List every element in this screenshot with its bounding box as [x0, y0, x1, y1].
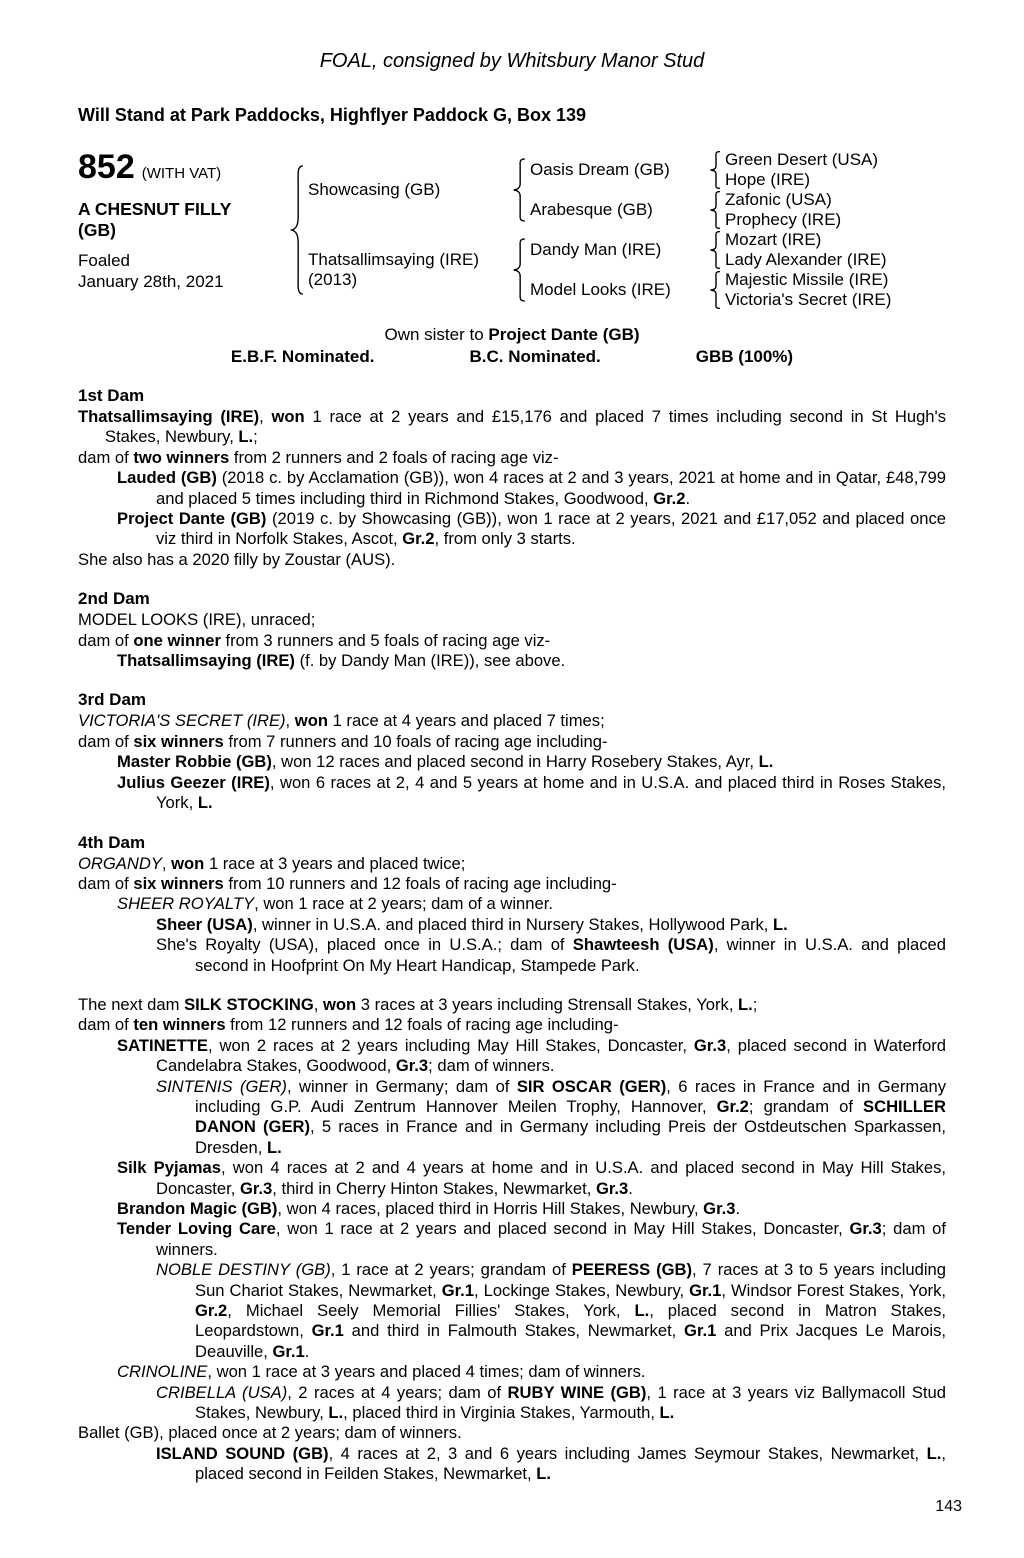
text-segment: The next dam: [78, 994, 185, 1014]
pedigree-paragraph: [78, 1158, 946, 1199]
great-grandparent-name: Prophecy (IRE): [725, 210, 842, 229]
text-segment: L.: [758, 752, 774, 772]
great-grandparent-name: Majestic Missile (IRE): [725, 270, 889, 289]
pedigree-paragraph: [78, 509, 946, 550]
nomination-item: B.C. Nominated.: [469, 347, 601, 366]
text-segment: ; grandam of: [748, 1096, 864, 1116]
nominations-line: [78, 346, 946, 367]
text-segment: won: [271, 407, 305, 426]
text-segment: SHEER ROYALTY: [117, 894, 255, 914]
text-segment: Gr.2: [402, 529, 435, 549]
text-segment: and Prix Jacques Le Marois, Deauville,: [195, 1321, 946, 1361]
text-segment: , 6 races in France and in Germany including G.P. Audi Zentrum Hannover Meilen Trophy, Hannover,: [195, 1076, 946, 1116]
text-segment: L.: [634, 1301, 650, 1321]
text-segment: Gr.3: [239, 1178, 273, 1198]
pedigree-paragraph: [78, 915, 946, 935]
text-segment: She's Royalty (USA), placed once in U.S.A.; dam of: [156, 935, 573, 955]
own-sister-line: [78, 324, 946, 345]
text-segment: , winner in Germany; dam of: [286, 1076, 517, 1096]
dam-section: [78, 386, 946, 570]
text-segment: from 12 runners and 12 foals of racing age including-: [225, 1015, 619, 1035]
text-segment: , 7 races at 3 to 5 years including Sun Chariot Stakes, Newmarket,: [195, 1260, 946, 1300]
text-segment: SILK STOCKING: [184, 994, 314, 1014]
text-segment: ten winners: [133, 1015, 226, 1035]
text-segment: Silk Pyjamas: [117, 1158, 222, 1178]
text-segment: Gr.2: [716, 1096, 749, 1116]
text-segment: Gr.1: [684, 1321, 717, 1341]
pedigree-paragraph: [78, 752, 946, 772]
text-segment: Project Dante (GB): [117, 509, 267, 529]
pedigree-brace: [709, 230, 721, 270]
text-segment: PEERESS (GB): [571, 1260, 693, 1280]
text-segment: ,: [285, 711, 295, 731]
text-segment: , winner in U.S.A. and placed second in Hoofprint On My Heart Handicap, Stampede Park.: [195, 935, 946, 975]
grandparent-name: Dandy Man (IRE): [530, 240, 662, 259]
text-segment: CRINOLINE: [117, 1362, 208, 1382]
dam-year: (2013): [308, 270, 358, 289]
text-segment: ;: [752, 994, 758, 1014]
text-segment: Lauded (GB): [117, 468, 217, 488]
text-segment: Gr.1: [311, 1321, 344, 1341]
text-segment: .: [735, 1199, 741, 1218]
horse-description: A CHESNUT FILLY (GB): [78, 199, 231, 240]
text-segment: won: [323, 994, 357, 1014]
text-segment: , 2 races at 4 years; dam of: [287, 1382, 508, 1402]
pedigree-paragraph: [78, 732, 946, 752]
foaled-label: Foaled: [78, 251, 130, 270]
text-segment: Tender Loving Care: [117, 1219, 276, 1239]
text-segment: dam of: [78, 1015, 134, 1035]
text-segment: , 1 race at 3 years viz Ballymacoll Stud Stakes, Newbury,: [195, 1382, 947, 1423]
text-segment: , third in Cherry Hinton Stakes, Newmarket,: [272, 1178, 596, 1198]
pedigree-paragraph: [78, 468, 946, 509]
text-segment: , winner in U.S.A. and placed third in Nursery Stakes, Hollywood Park,: [252, 914, 773, 934]
pedigree-paragraph: [78, 1015, 946, 1035]
text-segment: .: [685, 488, 691, 508]
text-segment: ; dam of winners.: [156, 1219, 947, 1259]
text-segment: from 3 runners and 5 foals of racing age viz-: [220, 630, 551, 650]
pedigree-brace: [512, 150, 526, 230]
text-segment: , Windsor Forest Stakes, York,: [721, 1280, 946, 1300]
text-segment: , Michael Seely Memorial Fillies' Stakes, York,: [227, 1301, 635, 1321]
text-segment: Thatsallimsaying (IRE): [117, 651, 295, 671]
text-segment: (2018 c. by Acclamation (GB)), won 4 races at 2 and 3 years, 2021 at home and in Qatar, £48,799 and placed 5 times including third in Richmond Stakes, Goodwood,: [156, 468, 946, 508]
text-segment: Gr.3: [849, 1219, 882, 1239]
own-sister-prefix: Own sister to: [384, 325, 489, 344]
text-segment: ORGANDY: [78, 853, 162, 873]
pedigree-paragraph: [78, 1199, 946, 1219]
text-segment: ,: [161, 853, 172, 873]
section-heading: 3rd Dam: [78, 690, 147, 710]
text-segment: , placed second in Feilden Stakes, Newmarket,: [195, 1443, 946, 1484]
pedigree-paragraph: [78, 610, 946, 630]
text-segment: SIR OSCAR (GER): [516, 1076, 667, 1096]
great-grandparent-name: Green Desert (USA): [725, 150, 879, 169]
text-segment: , placed second in Matron Stakes, Leopardstown,: [195, 1301, 947, 1341]
text-segment: , 1 race at 2 years; grandam of: [330, 1260, 572, 1280]
pedigree-paragraph: [78, 854, 946, 874]
nomination-item: GBB (100%): [695, 347, 794, 366]
text-segment: , won 1 race at 3 years and placed 4 times; dam of winners.: [207, 1362, 646, 1382]
pedigree-paragraph: [78, 773, 946, 814]
text-segment: 1 race at 3 years and placed twice;: [204, 853, 466, 873]
pedigree-paragraph: [78, 1362, 946, 1382]
text-segment: from 10 runners and 12 foals of racing age including-: [223, 873, 617, 893]
sire-name: Showcasing (GB): [308, 180, 441, 199]
text-segment: SCHILLER DANON (GER): [195, 1096, 946, 1137]
lot-number-row: [78, 150, 290, 184]
pedigree-paragraph: [78, 874, 946, 894]
text-segment: Gr.1: [689, 1280, 722, 1300]
pedigree-table: [78, 150, 946, 310]
text-segment: Gr.3: [395, 1056, 429, 1076]
text-segment: Gr.1: [272, 1341, 305, 1361]
great-grandparent-name: Mozart (IRE): [725, 230, 822, 249]
text-segment: from 2 runners and 2 foals of racing age viz-: [229, 447, 559, 467]
dam-section: [78, 690, 946, 813]
text-segment: , from only 3 starts.: [434, 529, 576, 549]
text-segment: She also has a 2020 filly by Zoustar (AUS).: [78, 549, 396, 569]
text-segment: , won 6 races at 2, 4 and 5 years at home and in U.S.A. and placed third in Roses Stakes, York,: [156, 772, 947, 813]
pedigree-paragraph: [78, 1444, 946, 1485]
text-segment: dam of: [78, 630, 134, 650]
text-segment: Gr.2: [195, 1301, 228, 1321]
text-segment: , placed second in Waterford Candelabra Stakes, Goodwood,: [156, 1035, 946, 1076]
text-segment: ; dam of winners.: [428, 1056, 555, 1076]
pedigree-paragraph: [78, 631, 946, 651]
text-segment: Ballet (GB), placed once at 2 years; dam of winners.: [78, 1423, 462, 1443]
text-segment: ISLAND SOUND (GB): [156, 1443, 329, 1463]
text-segment: from 7 runners and 10 foals of racing age including-: [223, 731, 608, 751]
pedigree-paragraph: [78, 1383, 946, 1424]
pedigree-paragraph: [78, 1219, 946, 1260]
great-grandparent-name: Zafonic (USA): [725, 190, 832, 209]
foaled-date: January 28th, 2021: [78, 272, 224, 291]
text-segment: dam of: [78, 873, 134, 893]
text-segment: dam of: [78, 447, 134, 467]
text-segment: and third in Falmouth Stakes, Newmarket,: [343, 1321, 685, 1341]
text-segment: , Lockinge Stakes, Newbury,: [474, 1280, 690, 1300]
pedigree-paragraph: [78, 935, 946, 976]
text-segment: MODEL LOOKS (IRE), unraced;: [78, 610, 316, 630]
text-segment: won: [294, 711, 328, 731]
text-segment: , won 12 races and placed second in Harry Rosebery Stakes, Ayr,: [271, 752, 759, 772]
pedigree-paragraph: [78, 407, 946, 448]
text-segment: , won 1 race at 2 years and placed second in May Hill Stakes, Doncaster,: [275, 1219, 850, 1239]
text-segment: L.: [659, 1403, 675, 1423]
text-segment: , won 4 races, placed third in Horris Hill Stakes, Newbury,: [277, 1199, 704, 1218]
text-segment: L.: [738, 994, 753, 1014]
text-segment: Brandon Magic (GB): [117, 1199, 278, 1218]
text-segment: 3 races at 3 years including Strensall Stakes, York,: [356, 994, 739, 1014]
pedigree-brace: [290, 150, 304, 310]
nomination-item: E.B.F. Nominated.: [230, 347, 375, 366]
dam-name: Thatsallimsaying (IRE): [308, 250, 479, 269]
text-segment: , 4 races at 2, 3 and 6 years including James Seymour Stakes, Newmarket,: [328, 1443, 927, 1463]
grandparent-name: Oasis Dream (GB): [530, 160, 670, 179]
text-segment: , placed third in Virginia Stakes, Yarmouth,: [343, 1403, 660, 1423]
dam-section: [78, 589, 946, 671]
text-segment: Gr.3: [693, 1035, 727, 1055]
text-segment: six winners: [133, 731, 224, 751]
pedigree-grid: [290, 150, 946, 310]
text-segment: one winner: [133, 630, 221, 650]
pedigree-brace: [709, 190, 721, 230]
text-segment: SATINETTE: [117, 1035, 208, 1055]
text-segment: 1 race at 2 years and £15,176 and placed 7 times including second in St Hugh's Stakes, Newbury,: [105, 407, 946, 447]
pedigree-paragraph: [78, 1423, 946, 1443]
text-segment: .: [628, 1178, 633, 1198]
great-grandparent-name: Victoria's Secret (IRE): [725, 290, 892, 309]
pedigree-brace: [709, 270, 721, 310]
section-heading: 2nd Dam: [78, 589, 150, 609]
dam-cell: [308, 230, 508, 310]
text-segment: L.: [536, 1464, 552, 1484]
pedigree-paragraph: [78, 995, 946, 1015]
pedigree-paragraph: [78, 651, 946, 671]
text-segment: L.: [328, 1403, 344, 1423]
text-segment: Gr.2: [653, 488, 686, 508]
grandparent-name: Model Looks (IRE): [530, 280, 671, 299]
text-segment: Thatsallimsaying (IRE): [78, 407, 260, 426]
pedigree-paragraph: [78, 1077, 946, 1159]
section-heading: 4th Dam: [78, 832, 146, 852]
text-segment: L.: [266, 1137, 282, 1157]
text-segment: 1 race at 4 years and placed 7 times;: [327, 711, 605, 731]
section-heading: 1st Dam: [78, 386, 145, 405]
text-segment: two winners: [133, 447, 230, 467]
text-segment: RUBY WINE (GB): [507, 1382, 647, 1402]
text-segment: ,: [313, 994, 323, 1014]
text-segment: , won 2 races at 2 years including May Hill Stakes, Doncaster,: [207, 1035, 694, 1055]
text-segment: (f. by Dandy Man (IRE)), see above.: [294, 651, 566, 671]
pedigree-brace: [709, 150, 721, 190]
pedigree-paragraph: [78, 1260, 946, 1362]
text-segment: , won 1 race at 2 years; dam of a winner.: [254, 894, 553, 914]
text-segment: Gr.1: [441, 1280, 475, 1300]
text-segment: ;: [253, 427, 258, 447]
text-segment: VICTORIA'S SECRET (IRE): [78, 711, 286, 731]
text-segment: , 5 races in France and in Germany including Preis der Ostdeutschen Sparkassen, Dresden,: [195, 1117, 946, 1157]
text-segment: (2019 c. by Showcasing (GB)), won 1 race at 2 years, 2021 and £17,052 and placed once viz third in Norfolk Stakes, Ascot,: [156, 509, 946, 549]
text-segment: SINTENIS (GER): [156, 1076, 287, 1096]
grandparent-name: Arabesque (GB): [530, 200, 653, 219]
own-sister-name: Project Dante (GB): [488, 325, 640, 344]
pedigree-paragraph: [78, 448, 946, 468]
text-segment: six winners: [133, 873, 224, 893]
page-number: 143: [935, 1498, 962, 1515]
text-segment: NOBLE DESTINY (GB): [156, 1260, 331, 1280]
text-segment: Master Robbie (GB): [117, 752, 272, 772]
text-segment: CRIBELLA (USA): [156, 1382, 288, 1402]
text-segment: L.: [773, 914, 788, 934]
dam-section: [78, 833, 946, 976]
pedigree-paragraph: [78, 894, 946, 914]
text-segment: L.: [238, 427, 254, 447]
text-segment: Shawteesh (USA): [572, 935, 714, 955]
text-segment: Julius Geezer (IRE): [117, 772, 270, 792]
page-title: FOAL, consigned by Whitsbury Manor Stud: [319, 50, 705, 72]
text-segment: ,: [259, 407, 272, 426]
pedigree-paragraph: [78, 711, 946, 731]
text-segment: Sheer (USA): [156, 914, 253, 934]
dam-sections: [78, 386, 946, 1485]
text-segment: , won 4 races at 2 and 4 years at home and in U.S.A. and placed second in May Hill Stakes, Doncaster,: [156, 1158, 946, 1198]
pedigree-paragraph: [78, 550, 946, 570]
text-segment: L.: [926, 1443, 942, 1463]
text-segment: L.: [197, 793, 213, 813]
text-segment: .: [304, 1341, 310, 1361]
stand-location-line: Will Stand at Park Paddocks, Highflyer Paddock G, Box 139: [78, 105, 586, 125]
vat-note: (WITH VAT): [141, 165, 222, 182]
great-grandparent-name: Hope (IRE): [725, 170, 811, 189]
text-segment: Gr.3: [703, 1199, 736, 1218]
great-grandparent-name: Lady Alexander (IRE): [725, 250, 887, 269]
dam-section: [78, 995, 946, 1485]
lot-info: [78, 150, 290, 310]
pedigree-brace: [512, 230, 526, 310]
pedigree-paragraph: [78, 1036, 946, 1077]
text-segment: Gr.3: [595, 1178, 629, 1198]
lot-number: 852: [78, 148, 135, 186]
text-segment: dam of: [78, 731, 134, 751]
text-segment: won: [171, 853, 205, 873]
